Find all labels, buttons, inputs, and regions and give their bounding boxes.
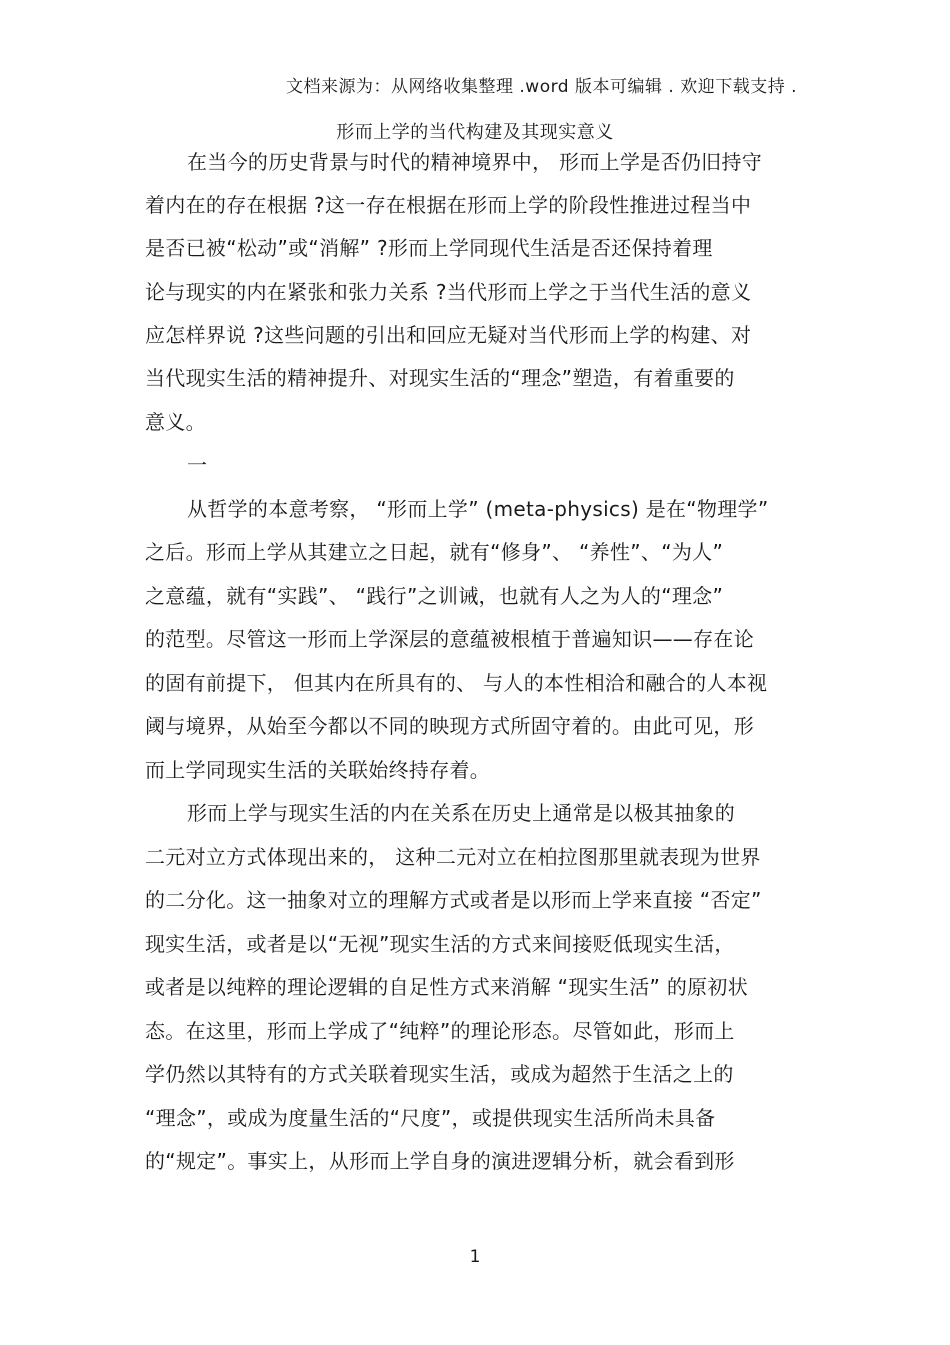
paragraph-3-line-4: 现实生活，或者是以“无视”现实生活的方式来间接贬低现实生活， (145, 932, 735, 956)
paragraph-1-line-1: 在当今的历史背景与时代的精神境界中， 形而上学是否仍旧持守 (187, 150, 763, 174)
paragraph-1-line-6: 当代现实生活的精神提升、对现实生活的“理念”塑造，有着重要的 (145, 366, 735, 390)
paragraph-3-line-9: 的“规定”。事实上，从形而上学自身的演进逻辑分析，就会看到形 (145, 1149, 735, 1173)
paragraph-1-line-5: 应怎样界说 ?这些问题的引出和回应无疑对当代形而上学的构建、对 (145, 323, 752, 347)
paragraph-3-line-5: 或者是以纯粹的理论逻辑的自足性方式来消解 “现实生活” 的原初状 (145, 975, 749, 999)
paragraph-3-line-3: 的二分化。这一抽象对立的理解方式或者是以形而上学来直接 “否定” (145, 888, 762, 912)
paragraph-2-line-4: 的范型。尽管这一形而上学深层的意蕴被根植于普遍知识——存在论 (145, 627, 754, 651)
paragraph-2-line-6: 阈与境界，从始至今都以不同的映现方式所固守着的。由此可见，形 (145, 714, 754, 738)
paragraph-3-line-6: 态。在这里，形而上学成了“纯粹”的理论形态。尽管如此，形而上 (145, 1019, 735, 1043)
document-title: 形而上学的当代构建及其现实意义 (336, 122, 614, 143)
paragraph-2-line-2: 之后。形而上学从其建立之日起，就有“修身”、 “养性”、“为人” (145, 540, 724, 564)
paragraph-3-line-2: 二元对立方式体现出来的， 这种二元对立在柏拉图那里就表现为世界 (145, 845, 761, 869)
paragraph-2-line-1: 从哲学的本意考察， “形而上学” (meta-physics) 是在“物理学” (187, 497, 769, 521)
paragraph-1-line-2: 着内在的存在根据 ?这一存在根据在形而上学的阶段性推进过程当中 (145, 193, 752, 217)
paragraph-2-line-3: 之意蕴，就有“实践”、 “践行”之训诫，也就有人之为人的“理念” (145, 584, 724, 608)
page-number: 1 (469, 1247, 481, 1267)
section-heading-one: 一 (187, 453, 208, 477)
paragraph-1-line-4: 论与现实的内在紧张和张力关系 ?当代形而上学之于当代生活的意义 (145, 280, 752, 304)
paragraph-3-line-1: 形而上学与现实生活的内在关系在历史上通常是以极其抽象的 (187, 801, 736, 825)
paragraph-1-line-7: 意义。 (145, 410, 206, 434)
paragraph-3-line-7: 学仍然以其特有的方式关联着现实生活，或成为超然于生活之上的 (145, 1062, 734, 1086)
header-source-note: 文档来源为：从网络收集整理 .word 版本可编辑 . 欢迎下载支持 . (286, 77, 798, 97)
paragraph-3-line-8: “理念”，或成为度量生活的“尺度”，或提供现实生活所尚未具备 (145, 1106, 716, 1130)
paragraph-2-line-5: 的固有前提下， 但其内在所具有的、 与人的本性相洽和融合的人本视 (145, 671, 768, 695)
paragraph-1-line-3: 是否已被“松动”或“消解” ?形而上学同现代生活是否还保持着理 (145, 236, 713, 260)
paragraph-2-line-7: 而上学同现实生活的关联始终持存着。 (145, 758, 491, 782)
